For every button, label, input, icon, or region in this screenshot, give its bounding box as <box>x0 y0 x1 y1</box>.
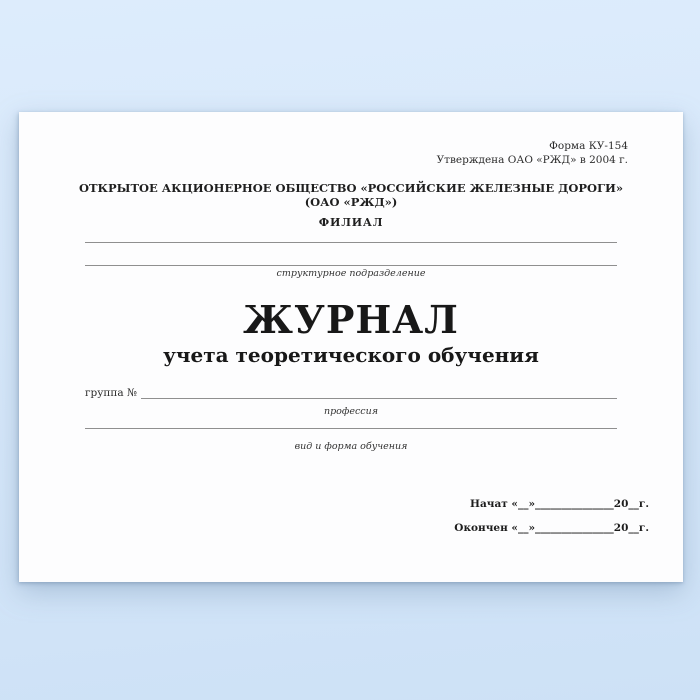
journal-title: ЖУРНАЛ <box>243 297 459 342</box>
education-caption: вид и форма обучения <box>294 441 408 452</box>
branch-label: ФИЛИАЛ <box>318 216 384 229</box>
form-number: Форма КУ-154 <box>549 140 628 152</box>
profession-caption: профессия <box>323 406 379 417</box>
dates-block <box>454 492 649 540</box>
finished-line: Окончен «__»_______________20__г. <box>454 522 649 534</box>
journal-cover-page <box>19 112 683 582</box>
group-row <box>85 385 617 399</box>
form-meta <box>437 139 628 167</box>
unit-caption: структурное подразделение <box>276 268 426 279</box>
journal-subtitle: учета теоретического обучения <box>163 343 539 367</box>
organization-name: ОТКРЫТОЕ АКЦИОНЕРНОЕ ОБЩЕСТВО «РОССИЙСКИЕ ЖЕЛЕЗНЫЕ ДОРОГИ» <box>78 181 624 195</box>
form-approved: Утверждена ОАО «РЖД» в 2004 г. <box>436 154 628 166</box>
unit-blank-line <box>85 265 617 266</box>
group-blank-line <box>141 385 617 399</box>
education-blank-line <box>85 428 617 429</box>
organization-short: (ОАО «РЖД») <box>304 195 398 209</box>
group-number-label: группа № <box>85 387 137 399</box>
started-line: Начат «__»_______________20__г. <box>470 498 649 510</box>
branch-blank-line <box>85 242 617 243</box>
